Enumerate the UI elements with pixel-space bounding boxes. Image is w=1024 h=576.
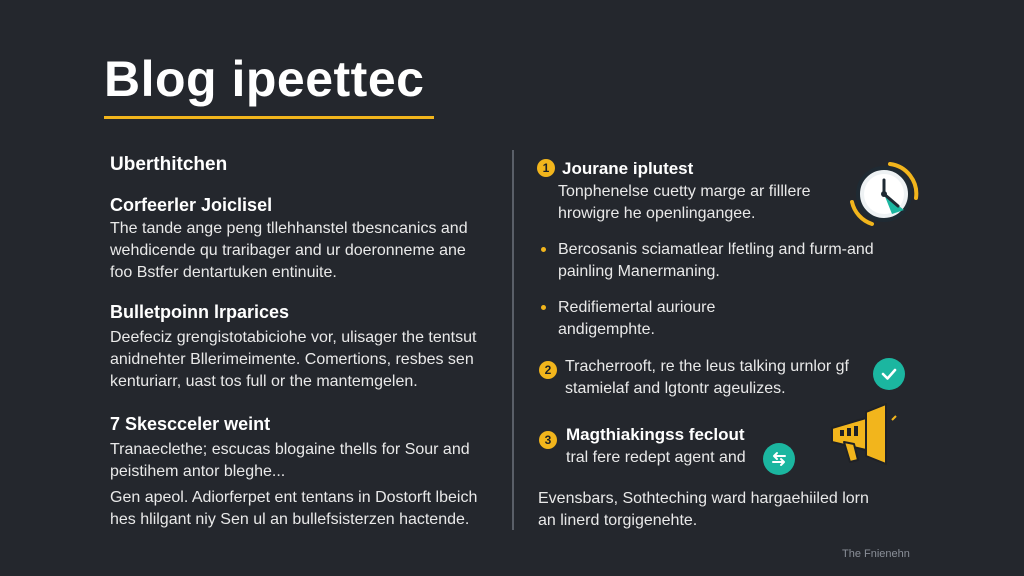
item-2-line-1: Tracherrooft, re the leus talking urnlor gf <box>565 358 849 375</box>
section-body-3 <box>110 439 500 483</box>
section-1-line-3: foo Bstfer dentartuken entinuite. <box>110 264 337 281</box>
section-body-2 <box>110 327 500 393</box>
page-title: Blog ipeettec <box>104 51 425 107</box>
left-closing-line-2: hes hlilgant niy Sen ul an bullefsisterzen hactende. <box>110 511 470 528</box>
left-closing <box>110 487 500 531</box>
section-3-line-2: peistihem antor bleghe... <box>110 463 286 480</box>
bullet-1-line-2: painling Manermaning. <box>558 263 720 280</box>
section-1-line-2: wehdicende qu traribager and ur doeronneme ane <box>110 242 466 259</box>
section-heading-1: Corfeerler Joiclisel <box>110 195 273 215</box>
bullet-2-line-2: andigemphte. <box>558 321 655 338</box>
bullet-1-line-1: Bercosanis sciamatlear lfetling and furm-and <box>558 241 874 258</box>
item-3-line-1: tral fere redept agent and <box>566 449 746 466</box>
right-closing-line-2: an linerd torgigenehte. <box>538 512 698 529</box>
left-closing-line-1: Gen apeol. Adiorferpet ent tentans in Dostorft lbeich <box>110 489 478 506</box>
bullet-2-line-1: Redifiemertal aurioure <box>558 299 716 316</box>
item-3-body <box>566 447 746 469</box>
section-2-line-1: Deefeciz grengistotabiciohe vor, ulisager the tentsut <box>110 329 477 346</box>
item-1-line-1: Tonphenelse cuetty marge ar filllere <box>558 183 811 200</box>
column-divider <box>512 150 514 530</box>
title-underline <box>104 116 434 119</box>
left-subtitle: Uberthitchen <box>110 154 228 175</box>
megaphone-icon <box>826 402 898 470</box>
item-2-line-2: stamielaf and lgtontr ageulizes. <box>565 380 786 397</box>
section-heading-2: Bulletpoinn lrparices <box>110 302 290 322</box>
item-1-heading: Jourane iplutest <box>562 159 694 178</box>
number-badge-2: 2 <box>539 361 557 379</box>
right-closing-line-1: Evensbars, Sothteching ward hargaehiiled lorn <box>538 490 869 507</box>
number-badge-3: 3 <box>539 431 557 449</box>
section-2-line-3: kenturiarr, uast tos full or the mantemgelen. <box>110 373 418 390</box>
bullet-1-body <box>558 239 874 283</box>
bullet-dot-1 <box>541 247 546 252</box>
section-3-line-1: Tranaeclethe; escucas blogaine thells for Sour and <box>110 441 470 458</box>
bullet-dot-2 <box>541 305 546 310</box>
bullet-2-body <box>558 297 715 341</box>
check-icon <box>873 358 905 390</box>
section-heading-3: 7 Skescceler weint <box>110 414 271 434</box>
section-1-line-1: The tande ange peng tllehhanstel tbesncanics and <box>110 220 468 237</box>
swap-arrows-icon <box>763 443 795 475</box>
section-body-1 <box>110 218 500 284</box>
number-badge-1: 1 <box>537 159 555 177</box>
item-2-body <box>565 356 849 400</box>
item-1-body <box>558 181 811 225</box>
item-1-line-2: hrowigre he openlingangee. <box>558 205 756 222</box>
item-3-heading: Magthiakingss feclout <box>566 425 745 444</box>
section-2-line-2: anidnehter Bllerimeimente. Comertions, resbes sen <box>110 351 474 368</box>
right-closing <box>538 488 869 532</box>
stopwatch-icon <box>846 158 924 230</box>
footer-watermark: The Fnienehn <box>842 548 910 560</box>
